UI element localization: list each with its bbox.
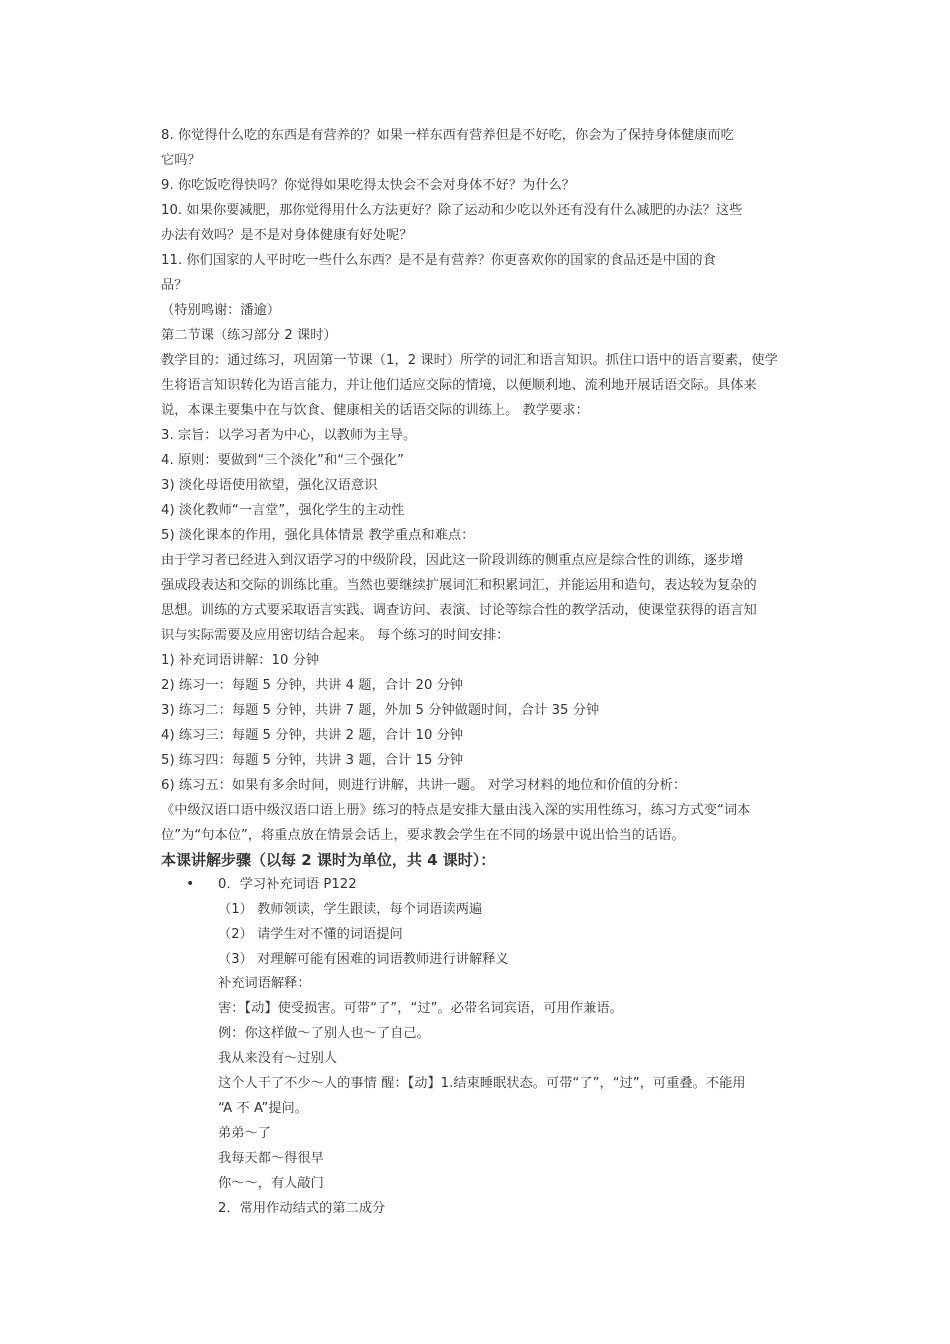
- requirement-line: 3) 淡化母语使用欲望，强化汉语意识: [161, 478, 378, 493]
- analysis-line: 《中级汉语口语中级汉语口语上册》练习的特点是安排大量由浅入深的实用性练习，练习方式变“词本: [161, 803, 751, 818]
- vocab-line: 我每天都～得很早: [218, 1151, 324, 1166]
- goal-line: 说，本课主要集中在与饮食、健康相关的话语交际的训练上。 教学要求：: [161, 403, 589, 418]
- vocab-line: “A 不 A”提问。: [218, 1101, 309, 1116]
- question-line: 品？: [161, 278, 188, 293]
- schedule-item: 2) 练习一：每题 5 分钟，共讲 4 题，合计 20 分钟: [161, 678, 464, 693]
- thanks-note: （特别鸣谢：潘逾）: [161, 303, 281, 318]
- focus-line: 由于学习者已经进入到汉语学习的中级阶段，因此这一阶段训练的侧重点应是综合性的训练，逐步增: [161, 553, 744, 568]
- schedule-item: 5) 练习四：每题 5 分钟，共讲 3 题，合计 15 分钟: [161, 753, 464, 768]
- schedule-item: 6) 练习五：如果有多余时间，则进行讲解，共讲一题。 对学习材料的地位和价值的分析：: [161, 778, 687, 793]
- requirement-line: 4. 原则：要做到“三个淡化”和“三个强化”: [161, 453, 405, 468]
- step-item: 0．学习补充词语 P122: [218, 877, 357, 892]
- vocab-line: 例：你这样做～了别人也～了自己。: [218, 1026, 430, 1041]
- question-line: 11. 你们国家的人平时吃一些什么东西？是不是有营养？你更喜欢你的国家的食品还是中国的食: [161, 253, 716, 268]
- substep-item: （2） 请学生对不懂的词语提问: [218, 927, 403, 942]
- requirement-line: 4) 淡化教师“一言堂”，强化学生的主动性: [161, 503, 405, 518]
- focus-line: 强成段表达和交际的训练比重。当然也要继续扩展词汇和积累词汇，并能运用和造句，表达较为复杂的: [161, 578, 757, 593]
- focus-line: 思想。训练的方式要采取语言实践、调查访问、表演、讨论等综合性的教学活动，使课堂获得的语言知: [161, 603, 757, 618]
- goal-line: 教学目的：通过练习，巩固第一节课（1，2 课时）所学的词汇和语言知识。抓住口语中的语言要素，使学: [161, 353, 778, 368]
- vocab-line: 这个人干了不少～人的事情 醒：【动】1.结束睡眠状态。可带“了”，“过”，可重叠。不能用: [218, 1076, 746, 1091]
- schedule-item: 3) 练习二：每题 5 分钟，共讲 7 题，外加 5 分钟做题时间，合计 35 分钟: [161, 703, 600, 718]
- analysis-line: 位”为“句本位”，将重点放在情景会话上，要求教会学生在不同的场景中说出恰当的话语。: [161, 828, 685, 843]
- vocab-line: 2．常用作动结式的第二成分: [218, 1201, 386, 1216]
- requirement-line: 3. 宗旨：以学习者为中心，以教师为主导。: [161, 428, 417, 443]
- question-line: 它吗？: [161, 153, 201, 168]
- focus-line: 识与实际需要及应用密切结合起来。 每个练习的时间安排：: [161, 628, 510, 643]
- vocab-line: 弟弟～了: [218, 1126, 271, 1141]
- vocab-line: 害：【动】使受损害。可带“了”，“过”。必带名词宾语，可用作兼语。: [218, 1001, 623, 1016]
- vocab-line: 补充词语解释：: [218, 976, 311, 991]
- schedule-item: 1) 补充词语讲解：10 分钟: [161, 653, 320, 668]
- question-line: 10. 如果你要减肥，那你觉得用什么方法更好？除了运动和少吃以外还有没有什么减肥的办法？这些: [161, 203, 743, 218]
- vocab-line: 你～～，有人敲门: [218, 1176, 324, 1191]
- requirement-line: 5) 淡化课本的作用，强化具体情景 教学重点和难点：: [161, 528, 475, 543]
- section-title: 第二节课（练习部分 2 课时）: [161, 328, 337, 343]
- question-line: 办法有效吗？是不是对身体健康有好处呢？: [161, 228, 413, 243]
- substep-item: （1） 教师领读，学生跟读，每个词语读两遍: [218, 902, 483, 917]
- question-line: 9. 你吃饭吃得快吗？你觉得如果吃得太快会不会对身体不好？为什么？: [161, 178, 576, 193]
- schedule-item: 4) 练习三：每题 5 分钟，共讲 2 题，合计 10 分钟: [161, 728, 464, 743]
- goal-line: 生将语言知识转化为语言能力，并让他们适应交际的情境，以便顺利地、流利地开展话语交际。具体来: [161, 378, 757, 393]
- question-line: 8. 你觉得什么吃的东西是有营养的？如果一样东西有营养但是不好吃，你会为了保持身体健康而吃: [161, 128, 734, 143]
- bullet-icon: •: [186, 876, 195, 892]
- vocab-line: 我从来没有～过别人: [218, 1051, 338, 1066]
- steps-heading: 本课讲解步骤（以每 2 课时为单位，共 4 课时）：: [161, 851, 496, 869]
- substep-item: （3） 对理解可能有困难的词语教师进行讲解释义: [218, 952, 509, 967]
